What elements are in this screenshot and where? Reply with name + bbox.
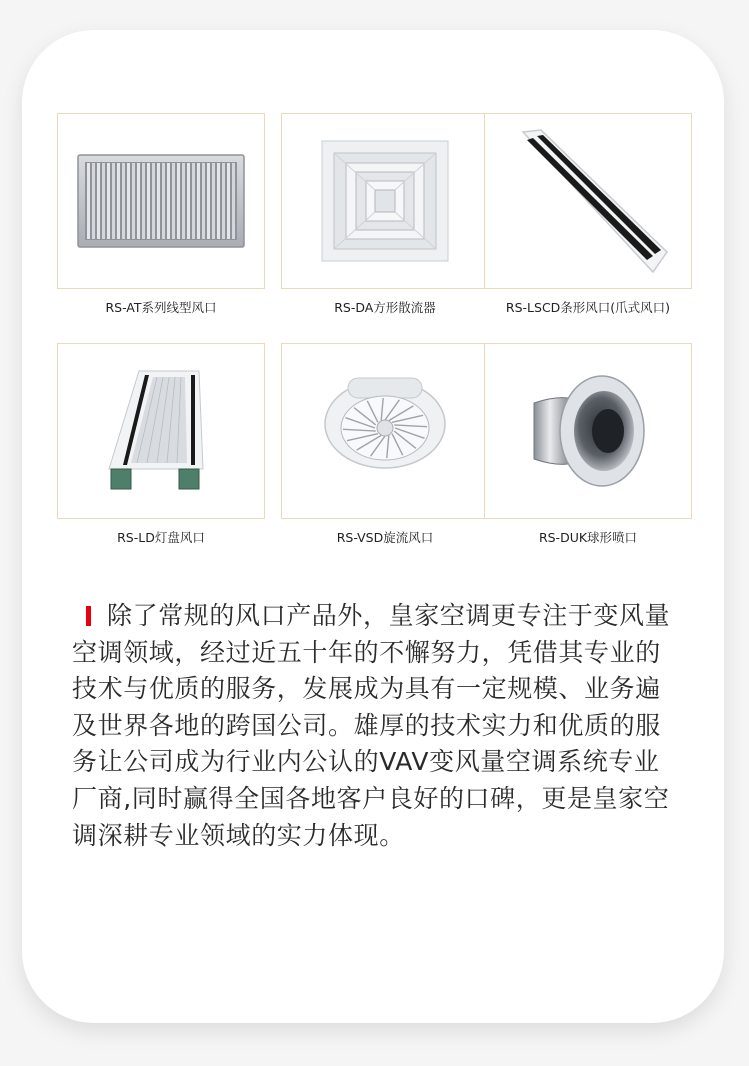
product-item-rs-da <box>281 113 489 316</box>
product-item-rs-at <box>57 113 265 316</box>
product-caption: RS-DUK球形喷口 <box>538 530 638 545</box>
product-item-rs-vsd <box>281 343 489 546</box>
light-troffer-diffuser-icon <box>101 367 221 495</box>
product-image-frame <box>484 343 692 519</box>
intro-text: 除了常规的风口产品外，皇家空调更专注于变风量空调领域，经过近五十年的不懈努力，凭借其专业的技术与优质的服务，发展成为具有一定规模、业务遍及世界各地的跨国公司。雄厚的技术实力和优质的服务让公司成为行业内公认的VAV变风量空调系统专业厂商,同时赢得全国各地客户良好的口碑，更是皇家空调深耕专业领域的实力体现。 <box>72 601 671 850</box>
linear-grille-icon <box>76 151 246 251</box>
product-item-rs-lscd <box>484 113 692 316</box>
intro-paragraph <box>72 598 684 854</box>
product-caption: RS-AT系列线型风口 <box>105 300 217 315</box>
product-image-frame <box>281 343 489 519</box>
square-diffuser-icon <box>320 139 450 263</box>
slot-diffuser-icon <box>503 126 673 276</box>
product-image-frame <box>57 113 265 289</box>
product-item-rs-duk <box>484 343 692 546</box>
product-image-frame <box>57 343 265 519</box>
product-caption: RS-LD灯盘风口 <box>117 530 205 545</box>
product-image-frame <box>281 113 489 289</box>
product-item-rs-ld <box>57 343 265 546</box>
accent-bar <box>86 606 91 626</box>
product-caption: RS-LSCD条形风口(爪式风口) <box>505 300 671 315</box>
product-image-frame <box>484 113 692 289</box>
jet-nozzle-icon <box>528 373 648 489</box>
product-caption: RS-VSD旋流风口 <box>336 530 434 545</box>
product-caption: RS-DA方形散流器 <box>334 300 436 315</box>
swirl-diffuser-icon <box>320 376 450 486</box>
